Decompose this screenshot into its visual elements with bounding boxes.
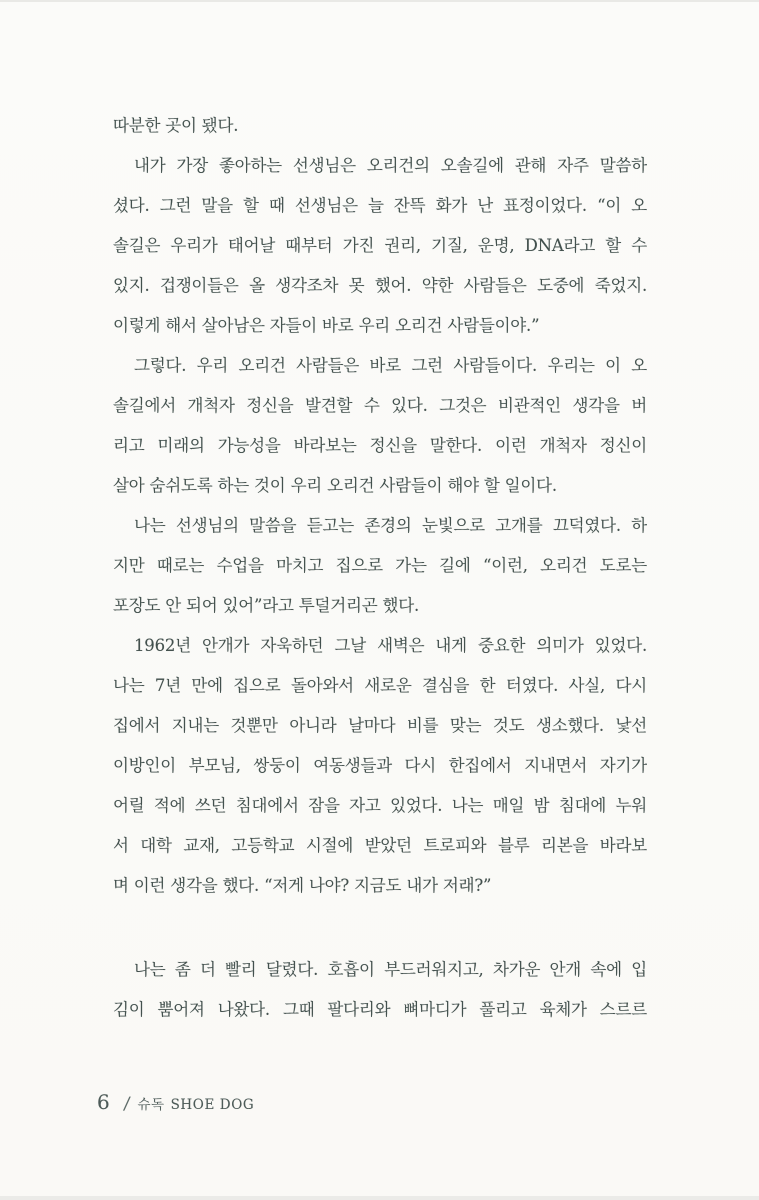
body-line: 나는 선생님의 말씀을 듣고는 존경의 눈빛으로 고개를 끄덕였다. 하 bbox=[134, 516, 647, 535]
body-line: 김이 뿜어져 나왔다. 그때 팔다리와 뼈마디가 풀리고 육체가 스르르 bbox=[113, 1000, 647, 1019]
body-line: 내가 가장 좋아하는 선생님은 오리건의 오솔길에 관해 자주 말씀하 bbox=[134, 156, 647, 175]
body-line: 솔길은 우리가 태어날 때부터 가진 권리, 기질, 운명, DNA라고 할 수 bbox=[113, 236, 647, 255]
body-line: 나는 7년 만에 집으로 돌아와서 새로운 결심을 한 터였다. 사실, 다시 bbox=[113, 676, 647, 695]
body-line: 따분한 곳이 됐다. bbox=[113, 116, 239, 135]
body-line: 서 대학 교재, 고등학교 시절에 받았던 트로피와 블루 리본을 바라보 bbox=[113, 836, 647, 855]
body-line: 1962년 안개가 자욱하던 그날 새벽은 내게 중요한 의미가 있었다. bbox=[134, 636, 647, 655]
page-footer bbox=[97, 1089, 254, 1115]
paragraph-section-break bbox=[113, 906, 647, 950]
body-line: 셨다. 그런 말을 할 때 선생님은 늘 잔뜩 화가 난 표정이었다. “이 오 bbox=[113, 196, 647, 215]
footer-slash-separator: / bbox=[122, 1094, 131, 1114]
body-text-block bbox=[113, 106, 647, 1030]
body-line: 솔길에서 개척자 정신을 발견할 수 있다. 그것은 비관적인 생각을 버 bbox=[113, 396, 647, 415]
body-line: 어릴 적에 쓰던 침대에서 잠을 자고 있었다. 나는 매일 밤 침대에 누워 bbox=[113, 796, 647, 815]
body-line: 지만 때로는 수업을 마치고 집으로 가는 길에 “이런, 오리건 도로는 bbox=[113, 556, 647, 575]
body-line: 이렇게 해서 살아남은 자들이 바로 우리 오리건 사람들이야.” bbox=[113, 316, 540, 335]
body-line: 있지. 겁쟁이들은 올 생각조차 못 했어. 약한 사람들은 도중에 죽었지. bbox=[113, 276, 647, 295]
scan-edge-top bbox=[0, 0, 759, 2]
body-line: 이방인이 부모님, 쌍둥이 여동생들과 다시 한집에서 지내면서 자기가 bbox=[113, 756, 647, 775]
body-line: 살아 숨쉬도록 하는 것이 우리 오리건 사람들이 해야 할 일이다. bbox=[113, 476, 557, 495]
body-line: 나는 좀 더 빨리 달렸다. 호흡이 부드러워지고, 차가운 안개 속에 입 bbox=[134, 960, 647, 979]
body-line: 그렇다. 우리 오리건 사람들은 바로 그런 사람들이다. 우리는 이 오 bbox=[134, 356, 647, 375]
body-line: 집에서 지내는 것뿐만 아니라 날마다 비를 맞는 것도 생소했다. 낯선 bbox=[113, 716, 647, 735]
footer-page-number: 6 bbox=[97, 1090, 110, 1114]
footer-book-title-korean: 슈독 bbox=[137, 1097, 165, 1113]
scan-edge-bottom bbox=[0, 1196, 759, 1200]
body-line: 포장도 안 되어 있어”라고 투덜거리곤 했다. bbox=[113, 596, 420, 615]
footer-book-title-english: SHOE DOG bbox=[170, 1097, 255, 1113]
body-line: 리고 미래의 가능성을 바라보는 정신을 말한다. 이런 개척자 정신이 bbox=[113, 436, 647, 455]
body-line: 며 이런 생각을 했다. “저게 나야? 지금도 내가 저래?” bbox=[113, 876, 492, 895]
